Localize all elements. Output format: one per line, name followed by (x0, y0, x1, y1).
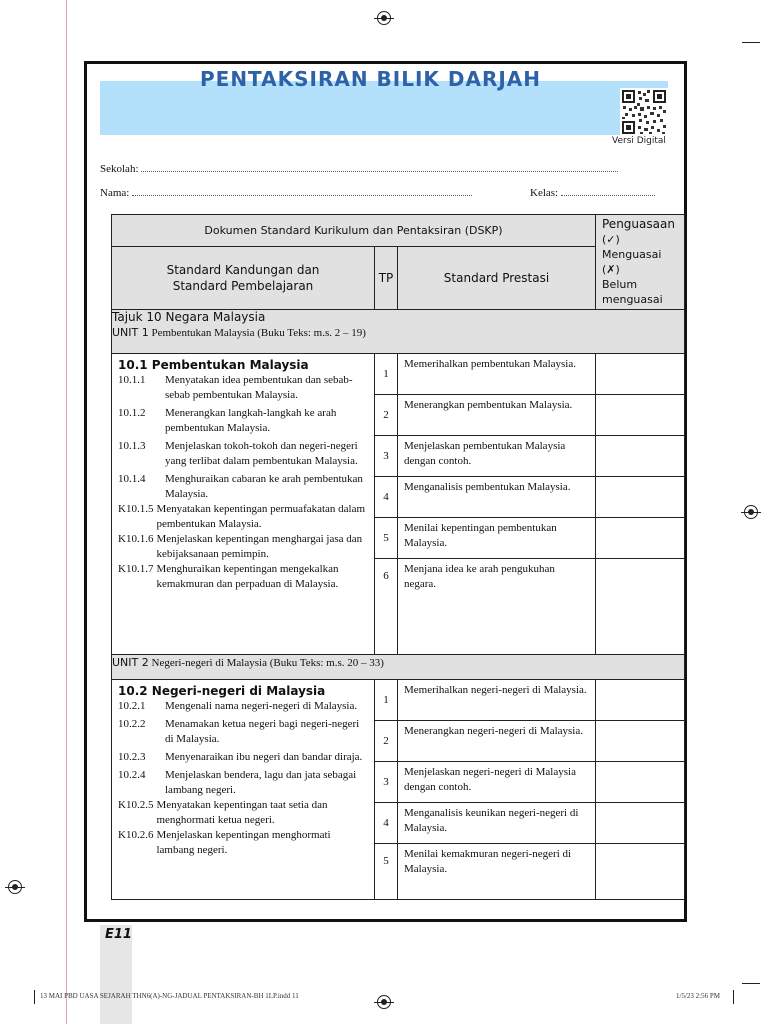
sk-code: 10.2.4 (118, 769, 146, 781)
sk-item (118, 472, 368, 502)
crop-mark (34, 990, 35, 1004)
sk-code: 10.2.3 (118, 751, 146, 763)
unit2-label: UNIT 2 (112, 656, 149, 669)
unit2-sk-title: 10.2 Negeri-negeri di Malaysia (118, 684, 326, 698)
penguasaan-checkbox[interactable] (596, 803, 685, 844)
tp-level: 2 (375, 395, 398, 436)
penguasaan-checkbox[interactable] (596, 721, 685, 762)
sk-text: Menghuraikan cabaran ke arah pembentukan Malaysia. (165, 473, 363, 500)
tp-level: 5 (375, 518, 398, 559)
penguasaan-checkbox[interactable] (596, 354, 685, 395)
unit1-sk-title: 10.1 Pembentukan Malaysia (118, 358, 309, 372)
sk-header-line1: Standard Kandungan dan (166, 263, 320, 278)
sk-item (118, 532, 368, 562)
tp-level: 6 (375, 559, 398, 655)
sp-text: Menilai kemakmuran negeri-negeri di Malaysia. (398, 844, 596, 900)
kelas-field[interactable] (530, 186, 655, 199)
registration-mark-icon (377, 995, 391, 1009)
page-number: E11 (105, 927, 132, 942)
unit1-text: Pembentukan Malaysia (Buku Teks: m.s. 2 – 19) (151, 327, 366, 339)
sk-code: K10.1.5 (118, 503, 154, 515)
sk-text: Menyatakan idea pembentukan dan sebab-sebab pembentukan Malaysia. (165, 374, 353, 401)
crop-mark (733, 990, 734, 1004)
sk-code: 10.1.1 (118, 374, 146, 386)
sk-text: Menghuraikan kepentingan mengekalkan kemakmuran dan perpaduan di Malaysia. (156, 563, 339, 590)
sk-code: 10.1.2 (118, 407, 146, 419)
kelas-dotted-line (561, 186, 655, 196)
sp-text: Menilai kepentingan pembentukan Malaysia. (398, 518, 596, 559)
footer-timestamp: 1/5/23 2:56 PM (676, 992, 720, 1000)
crop-mark (742, 42, 760, 43)
sk-code: 10.2.1 (118, 700, 146, 712)
tp-level: 1 (375, 680, 398, 721)
dskp-table (111, 214, 685, 900)
penguasaan-checkbox[interactable] (596, 436, 685, 477)
sk-code: K10.1.6 (118, 533, 154, 545)
sk-text: Menyatakan kepentingan permuafakatan dalam pembentukan Malaysia. (156, 503, 366, 530)
sk-item (118, 373, 368, 403)
sp-text: Menganalisis keunikan negeri-negeri di Malaysia. (398, 803, 596, 844)
sk-text: Menyatakan kepentingan taat setia dan menghormati ketua negeri. (156, 799, 328, 826)
sp-text: Menerangkan pembentukan Malaysia. (398, 395, 596, 436)
sk-text: Menyenaraikan ibu negeri dan bandar diraja. (165, 751, 363, 763)
penguasaan-header (596, 215, 685, 310)
sk-text: Menamakan ketua negeri bagi negeri-negeri di Malaysia. (165, 718, 360, 745)
penguasaan-checkbox[interactable] (596, 477, 685, 518)
sp-text: Menjelaskan pembentukan Malaysia dengan contoh. (398, 436, 596, 477)
sp-text: Memerihalkan pembentukan Malaysia. (398, 354, 596, 395)
tp-level: 3 (375, 762, 398, 803)
penguasaan-checkbox[interactable] (596, 518, 685, 559)
sk-text: Menerangkan langkah-langkah ke arah pembentukan Malaysia. (165, 407, 337, 434)
registration-mark-icon (744, 505, 758, 519)
unit1-sk-cell (112, 354, 375, 655)
sk-text: Menjelaskan bendera, lagu dan jata sebagai lambang negeri. (165, 769, 357, 796)
sk-item (118, 828, 368, 858)
tp-level: 3 (375, 436, 398, 477)
sk-item (118, 750, 368, 765)
sk-text: Menjelaskan tokoh-tokoh dan negeri-negeri yang terlibat dalam pembentukan Malaysia. (165, 440, 358, 467)
sp-text: Menjana idea ke arah pengukuhan negara. (398, 559, 596, 655)
penguasaan-checkbox[interactable] (596, 762, 685, 803)
sk-item (118, 768, 368, 798)
nama-field[interactable] (100, 186, 472, 199)
title-banner (100, 67, 668, 135)
penguasaan-title: Penguasaan (602, 217, 675, 231)
unit1-heading (112, 310, 685, 354)
tajuk-title: Tajuk 10 Negara Malaysia (112, 310, 266, 324)
banner-title: PENTAKSIRAN BILIK DARJAH (200, 67, 542, 91)
sp-text: Memerihalkan negeri-negeri di Malaysia. (398, 680, 596, 721)
tp-level: 1 (375, 354, 398, 395)
kelas-label: Kelas: (530, 187, 559, 199)
sk-item (118, 562, 368, 592)
tp-header: TP (375, 247, 398, 310)
sk-header (112, 247, 375, 310)
sk-code: 10.1.3 (118, 440, 146, 452)
sk-code: 10.1.4 (118, 473, 146, 485)
penguasaan-legend-belum: Belum (602, 278, 638, 291)
penguasaan-checkbox[interactable] (596, 844, 685, 900)
dskp-header: Dokumen Standard Kurikulum dan Pentaksiran (DSKP) (112, 215, 596, 247)
tp-level: 4 (375, 477, 398, 518)
penguasaan-checkbox[interactable] (596, 559, 685, 655)
penguasaan-checkbox[interactable] (596, 395, 685, 436)
sp-header: Standard Prestasi (398, 247, 596, 310)
sp-text: Menerangkan negeri-negeri di Malaysia. (398, 721, 596, 762)
qr-code-icon[interactable] (620, 88, 668, 136)
tp-level: 4 (375, 803, 398, 844)
sp-text: Menganalisis pembentukan Malaysia. (398, 477, 596, 518)
sk-item (118, 699, 368, 714)
unit2-heading (112, 655, 685, 680)
crop-mark (742, 983, 760, 984)
versi-digital-caption: Versi Digital (612, 136, 666, 146)
sk-item (118, 502, 368, 532)
margin-guide-line (66, 0, 67, 1024)
penguasaan-legend-menguasai: menguasai (602, 293, 663, 306)
nama-label: Nama: (100, 187, 130, 199)
penguasaan-legend: (✓) Menguasai (✗) (602, 233, 662, 276)
tp-level: 5 (375, 844, 398, 900)
registration-mark-icon (8, 880, 22, 894)
sk-item (118, 717, 368, 747)
sk-item (118, 439, 368, 469)
registration-mark-icon (377, 11, 391, 25)
sk-text: Mengenali nama negeri-negeri di Malaysia. (165, 700, 358, 712)
unit2-text: Negeri-negeri di Malaysia (Buku Teks: m.s. 20 – 33) (151, 657, 384, 669)
sk-item (118, 406, 368, 436)
sekolah-label: Sekolah: (100, 163, 139, 175)
penguasaan-checkbox[interactable] (596, 680, 685, 721)
sk-code: K10.1.7 (118, 563, 154, 575)
sk-header-line2: Standard Pembelajaran (172, 279, 314, 294)
sk-code: K10.2.6 (118, 829, 154, 841)
tp-level: 2 (375, 721, 398, 762)
footer-filename: 13 MAI PBD UASA SEJARAH THN6(A)-NG-JADUAL PENTAKSIRAN-BH 1LP.indd 11 (40, 992, 299, 1000)
sekolah-field[interactable] (100, 162, 618, 175)
sk-text: Menjelaskan kepentingan menghargai jasa dan kebijaksanaan pemimpin. (156, 533, 363, 560)
sk-code: K10.2.5 (118, 799, 154, 811)
sekolah-dotted-line (141, 162, 618, 172)
sk-text: Menjelaskan kepentingan menghormati lambang negeri. (156, 829, 331, 856)
unit1-label: UNIT 1 (112, 326, 149, 339)
sk-code: 10.2.2 (118, 718, 146, 730)
unit2-sk-cell (112, 680, 375, 900)
sk-item (118, 798, 368, 828)
sp-text: Menjelaskan negeri-negeri di Malaysia dengan contoh. (398, 762, 596, 803)
nama-dotted-line (132, 186, 472, 196)
